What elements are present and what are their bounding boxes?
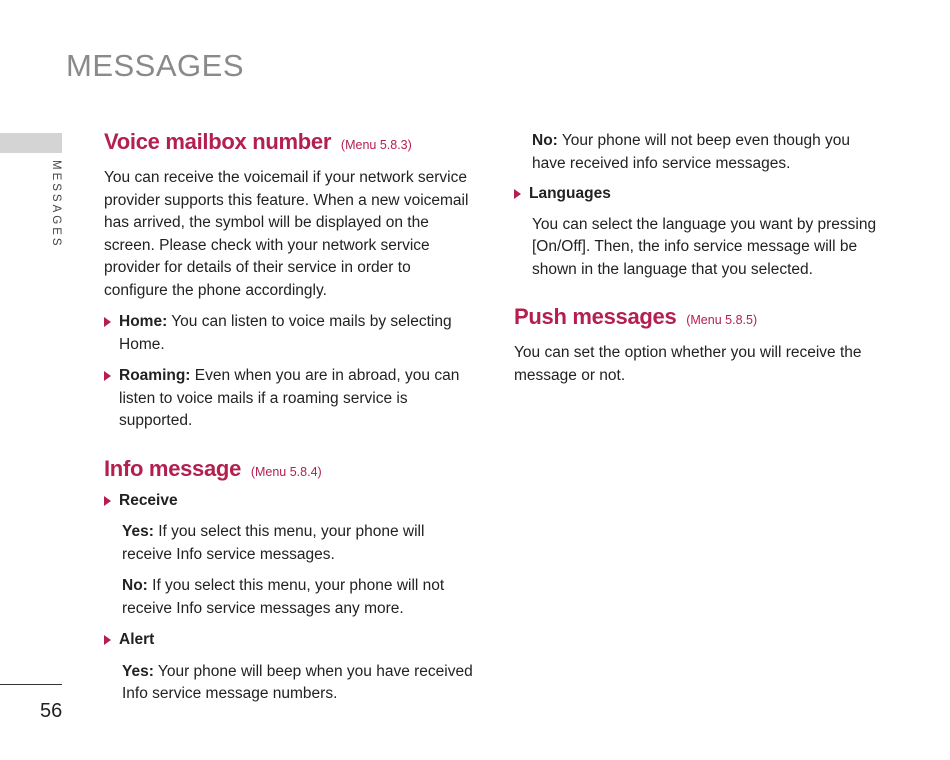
footer-divider [0, 684, 62, 685]
receive-no-option [104, 575, 474, 620]
push-messages-menu-ref: (Menu 5.8.5) [686, 313, 758, 327]
receive-yes-text: If you select this menu, your phone will receive Info service messages. [122, 523, 425, 563]
push-messages-title: Push messages [514, 304, 677, 329]
alert-no-text: Your phone will not beep even though you have received info service messages. [532, 132, 850, 172]
voice-mailbox-menu-ref: (Menu 5.8.3) [340, 138, 412, 152]
triangle-bullet-icon [104, 371, 111, 381]
receive-no-text: If you select this menu, your phone will not receive Info service messages any more. [122, 577, 445, 617]
side-section-label: MESSAGES [50, 160, 62, 249]
alert-label: Alert [119, 631, 155, 648]
receive-bullet [104, 490, 474, 513]
push-messages-heading [514, 303, 884, 334]
right-column [514, 130, 884, 387]
receive-label: Receive [119, 491, 178, 509]
page-number: 56 [40, 700, 63, 722]
receive-yes-option [104, 521, 474, 566]
voice-mailbox-intro: You can receive the voicemail if your network service provider supports this feature. When a new voicemail has arrived, the symbol will be displayed on the screen. Please check with your network service provider for details of their service in order to configure the phone accordingly. [104, 169, 469, 299]
languages-bullet [514, 183, 884, 206]
languages-text: You can select the language you want by pressing [On/Off]. Then, the info service message will be shown in the language that you selected. [532, 215, 877, 278]
alert-no-label: No: [532, 132, 558, 149]
alert-bullet [104, 629, 474, 652]
triangle-bullet-icon [104, 317, 111, 327]
alert-yes-label: Yes: [122, 662, 154, 680]
voice-mailbox-title: Voice mailbox number [104, 129, 332, 154]
triangle-bullet-icon [514, 189, 521, 199]
roaming-bullet [104, 365, 474, 433]
left-column [104, 128, 474, 706]
push-messages-text: You can set the option whether you will receive the message or not. [514, 344, 862, 384]
alert-yes-option [104, 661, 474, 706]
page-header-title: MESSAGES [66, 48, 244, 83]
home-bullet [104, 311, 474, 356]
alert-no-option [514, 130, 884, 175]
receive-no-label: No: [122, 577, 148, 594]
alert-yes-text: Your phone will beep when you have received Info service message numbers. [122, 662, 473, 702]
side-tab-marker [0, 133, 62, 153]
home-label: Home: [119, 313, 168, 330]
roaming-label: Roaming: [119, 367, 191, 384]
home-text: You can listen to voice mails by selecting Home. [119, 313, 452, 353]
voice-mailbox-heading [104, 128, 474, 159]
receive-yes-label: Yes: [122, 523, 154, 540]
info-message-title: Info message [104, 455, 242, 481]
info-message-menu-ref: (Menu 5.8.4) [250, 464, 322, 479]
triangle-bullet-icon [104, 496, 111, 506]
roaming-text: Even when you are in abroad, you can listen to voice mails if a roaming service is supported. [119, 367, 460, 429]
languages-label: Languages [529, 185, 611, 202]
triangle-bullet-icon [104, 635, 111, 645]
info-message-heading [104, 455, 474, 486]
